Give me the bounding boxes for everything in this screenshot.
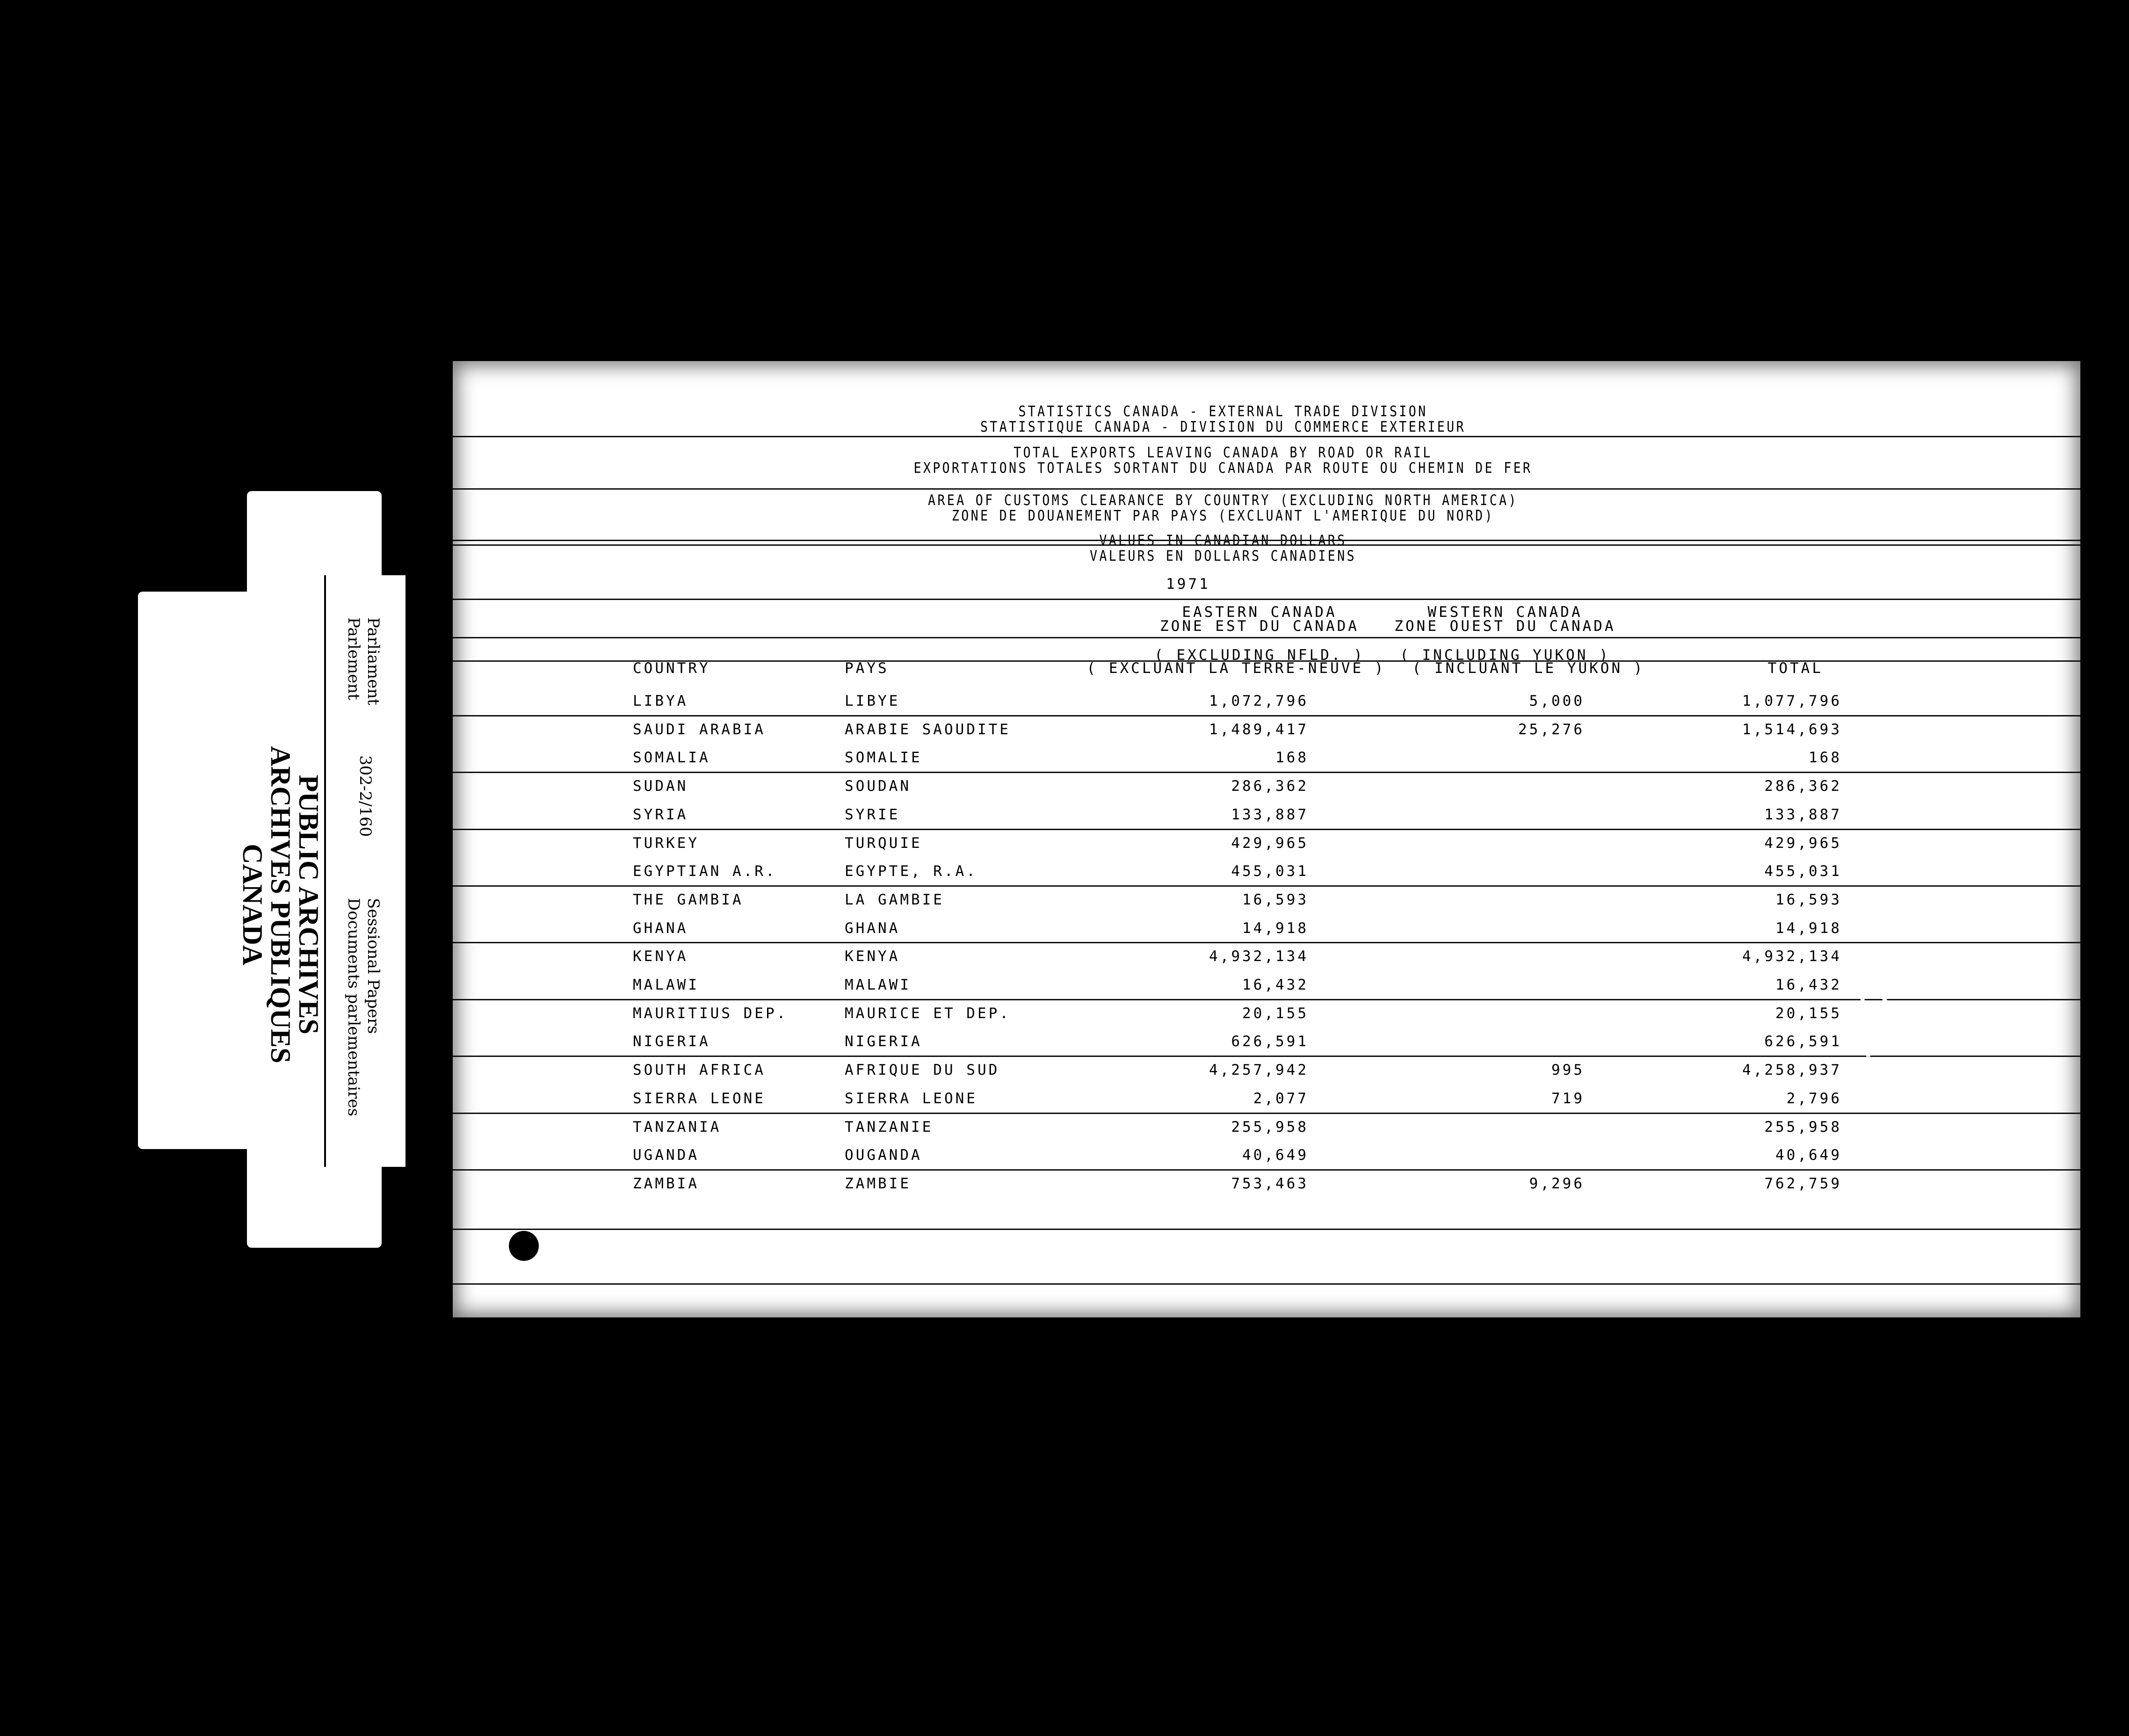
western-heading-en: WESTERN CANADA <box>1427 604 1583 621</box>
rule <box>453 660 2080 662</box>
parliament-line: Parlement <box>344 617 363 700</box>
rule <box>453 1283 2080 1285</box>
country-cell: EGYPTIAN A.R. <box>633 863 777 880</box>
pays-cell: GHANA <box>845 920 900 937</box>
total-cell: 429,965 <box>1764 835 1842 852</box>
total-cell: 286,362 <box>1764 778 1842 795</box>
total-cell: 14,918 <box>1775 920 1842 937</box>
rule <box>453 1169 2080 1171</box>
title-line: EXPORTATIONS TOTALES SORTANT DU CANADA PAR ROUTE OU CHEMIN DE FER <box>913 460 1533 477</box>
eastern-cell: 4,932,134 <box>1209 948 1309 965</box>
rule <box>453 715 2080 716</box>
total-cell: 626,591 <box>1764 1033 1842 1050</box>
country-cell: UGANDA <box>633 1147 699 1164</box>
pays-cell: ARABIE SAOUDITE <box>845 721 1011 738</box>
archive-label-card <box>138 592 344 1149</box>
title-line: TOTAL EXPORTS LEAVING CANADA BY ROAD OR RAIL <box>1014 444 1433 461</box>
eastern-cell: 626,591 <box>1231 1033 1309 1050</box>
eastern-cell: 286,362 <box>1231 778 1309 795</box>
total-cell: 2,796 <box>1786 1090 1842 1107</box>
eastern-cell: 16,593 <box>1242 891 1309 908</box>
sessional-line: Sessional Papers <box>364 898 383 1034</box>
area-header <box>523 493 1923 524</box>
rule <box>453 599 2080 600</box>
country-cell: TANZANIA <box>633 1119 722 1136</box>
pays-cell: TURQUIE <box>845 835 922 852</box>
country-cell: KENYA <box>633 948 688 965</box>
archive-title-line: CANADA <box>237 844 268 966</box>
eastern-cell: 16,432 <box>1242 976 1309 993</box>
total-cell: 255,958 <box>1764 1119 1842 1136</box>
archive-title-line: PUBLIC ARCHIVES <box>293 774 324 1034</box>
pays-cell: AFRIQUE DU SUD <box>845 1062 1000 1078</box>
agency-line: STATISTIQUE CANADA - DIVISION DU COMMERCE EXTERIEUR <box>980 419 1466 435</box>
eastern-cell: 455,031 <box>1231 863 1309 880</box>
values-line: VALUES IN CANADIAN DOLLARS <box>1099 532 1347 549</box>
total-cell: 40,649 <box>1775 1147 1842 1164</box>
pays-cell: MAURICE ET DEP. <box>845 1005 1011 1022</box>
total-cell: 4,258,937 <box>1742 1062 1842 1078</box>
rule <box>453 637 2080 638</box>
country-cell: MALAWI <box>633 976 699 993</box>
pays-cell: SOMALIE <box>845 749 922 766</box>
parliament-line: Parliament <box>364 617 383 705</box>
country-cell: TURKEY <box>633 835 699 852</box>
country-cell: LIBYA <box>633 693 688 709</box>
rule <box>453 1056 2080 1057</box>
pays-cell: EGYPTE, R.A. <box>845 863 978 880</box>
archive-title-line: ARCHIVES PUBLIQUES <box>265 746 296 1063</box>
pays-cell: SYRIE <box>845 806 900 823</box>
country-cell: GHANA <box>633 920 688 937</box>
country-cell: THE GAMBIA <box>633 891 744 908</box>
eastern-note-en: ( EXCLUDING NFLD. ) <box>1154 647 1365 664</box>
total-cell: 1,514,693 <box>1742 721 1842 738</box>
rule <box>453 436 2080 437</box>
western-cell: 25,276 <box>1518 721 1585 738</box>
total-cell: 20,155 <box>1775 1005 1842 1022</box>
rule <box>453 1229 2080 1230</box>
western-cell: 995 <box>1551 1062 1585 1078</box>
country-cell: MAURITIUS DEP. <box>633 1005 788 1022</box>
western-heading-fr: ZONE OUEST DU CANADA <box>1394 618 1616 635</box>
page-number: 104 <box>1852 991 1896 1057</box>
punch-hole-icon <box>509 1231 539 1261</box>
report-title <box>523 445 1923 476</box>
pays-cell: OUGANDA <box>845 1147 922 1164</box>
rule <box>453 488 2080 490</box>
eastern-cell: 429,965 <box>1231 835 1309 852</box>
eastern-cell: 133,887 <box>1231 806 1309 823</box>
pays-cell: LA GAMBIE <box>845 891 944 908</box>
sessional-line: Documents parlementaires <box>344 898 363 1117</box>
country-cell: ZAMBIA <box>633 1175 699 1192</box>
archive-title <box>239 746 323 1063</box>
eastern-note-fr: ( EXCLUANT LA TERRE-NEUVE ) <box>1086 660 1386 677</box>
country-column-header: COUNTRY <box>633 660 710 677</box>
eastern-cell: 40,649 <box>1242 1147 1309 1164</box>
eastern-cell: 4,257,942 <box>1209 1062 1309 1078</box>
pays-cell: KENYA <box>845 948 900 965</box>
rule <box>453 829 2080 830</box>
agency-header <box>523 404 1923 435</box>
sessional-papers-label <box>344 898 383 1116</box>
values-line: VALEURS EN DOLLARS CANADIENS <box>1089 548 1356 564</box>
eastern-cell: 168 <box>1275 749 1309 766</box>
rule <box>453 885 2080 887</box>
eastern-cell: 2,077 <box>1253 1090 1309 1107</box>
western-cell: 719 <box>1551 1090 1585 1107</box>
rule <box>453 942 2080 943</box>
pays-cell: TANZANIE <box>845 1119 934 1136</box>
country-cell: NIGERIA <box>633 1033 710 1050</box>
total-cell: 168 <box>1809 749 1842 766</box>
western-cell: 5,000 <box>1529 693 1585 709</box>
pays-cell: ZAMBIE <box>845 1175 911 1192</box>
rule <box>453 772 2080 773</box>
pays-cell: MALAWI <box>845 976 911 993</box>
country-cell: SOMALIA <box>633 749 710 766</box>
area-line: ZONE DE DOUANEMENT PAR PAYS (EXCLUANT L'AMERIQUE DU NORD) <box>951 507 1494 524</box>
parliament-label <box>344 617 383 705</box>
rule <box>453 1113 2080 1114</box>
pays-column-header: PAYS <box>845 660 889 677</box>
reference-number: 302-2/160 <box>356 755 375 837</box>
pays-cell: NIGERIA <box>845 1033 922 1050</box>
total-cell: 4,932,134 <box>1742 948 1842 965</box>
pays-cell: SOUDAN <box>845 778 911 795</box>
total-cell: 762,759 <box>1764 1175 1842 1192</box>
country-cell: SUDAN <box>633 778 688 795</box>
western-cell: 9,296 <box>1529 1175 1585 1192</box>
eastern-cell: 1,489,417 <box>1209 721 1309 738</box>
country-cell: SAUDI ARABIA <box>633 721 766 738</box>
area-line: AREA OF CUSTOMS CLEARANCE BY COUNTRY (EXCLUDING NORTH AMERICA) <box>928 492 1518 509</box>
statistics-document <box>453 361 2080 1317</box>
values-header <box>523 533 1923 564</box>
agency-line: STATISTICS CANADA - EXTERNAL TRADE DIVISION <box>1018 403 1428 420</box>
eastern-heading-fr: ZONE EST DU CANADA <box>1160 618 1359 635</box>
total-cell: 1,077,796 <box>1742 693 1842 709</box>
pays-cell: SIERRA LEONE <box>845 1090 978 1107</box>
reference-strip <box>324 575 406 1167</box>
rule <box>453 540 2080 541</box>
total-column-header: TOTAL <box>1767 660 1823 677</box>
eastern-cell: 20,155 <box>1242 1005 1309 1022</box>
total-cell: 455,031 <box>1764 863 1842 880</box>
country-cell: SYRIA <box>633 806 688 823</box>
western-note-fr: ( INCLUANT LE YUKON ) <box>1412 660 1645 677</box>
eastern-cell: 753,463 <box>1231 1175 1309 1192</box>
total-cell: 16,432 <box>1775 976 1842 993</box>
eastern-heading-en: EASTERN CANADA <box>1182 604 1337 621</box>
total-cell: 133,887 <box>1764 806 1842 823</box>
report-year: 1971 <box>1166 576 1210 593</box>
pays-cell: LIBYE <box>845 693 900 709</box>
country-cell: SIERRA LEONE <box>633 1090 766 1107</box>
western-note-en: ( INCLUDING YUKON ) <box>1400 647 1610 664</box>
rule <box>453 999 2080 1000</box>
country-cell: SOUTH AFRICA <box>633 1062 766 1078</box>
eastern-cell: 14,918 <box>1242 920 1309 937</box>
eastern-cell: 1,072,796 <box>1209 693 1309 709</box>
eastern-cell: 255,958 <box>1231 1119 1309 1136</box>
total-cell: 16,593 <box>1775 891 1842 908</box>
